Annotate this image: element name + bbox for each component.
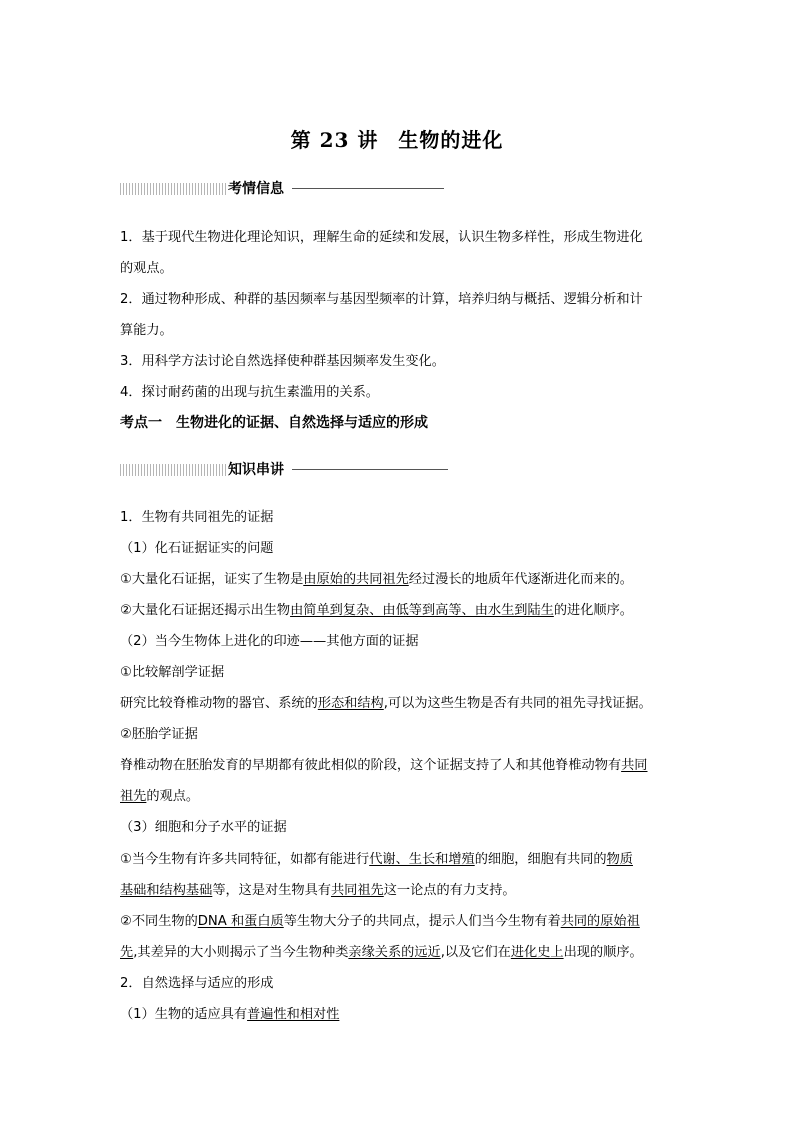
content-line: 先,其差异的大小则揭示了当今生物种类亲缘关系的远近,以及它们在进化史上出现的顺序。 xyxy=(120,945,643,960)
section-header-exam-info xyxy=(120,180,450,200)
key-term: 先 xyxy=(120,945,134,960)
kaodian-heading: 考点一 生物进化的证据、自然选择与适应的形成 xyxy=(120,415,428,431)
key-term: 普遍性和相对性 xyxy=(247,1007,340,1022)
key-term: 由原始的共同祖先 xyxy=(303,572,409,587)
key-term: 由简单到复杂、由低等到高等、由水生到陆生 xyxy=(290,603,554,618)
content-line: 研究比较脊椎动物的器官、系统的形态和结构,可以为这些生物是否有共同的祖先寻找证据。 xyxy=(120,696,652,711)
content-line: 脊椎动物在胚胎发育的早期都有彼此相似的阶段，这个证据支持了人和其他脊椎动物有共同 xyxy=(120,758,648,773)
header-rule xyxy=(292,469,448,470)
key-term: 共同祖先 xyxy=(331,883,384,898)
info-line: 1．基于现代生物进化理论知识，理解生命的延续和发展，认识生物多样性，形成生物进化 xyxy=(120,230,643,245)
content-line: 1．生物有共同祖先的证据 xyxy=(120,510,274,525)
section-label: 考情信息 xyxy=(228,181,284,197)
content-line: ①大量化石证据，证实了生物是由原始的共同祖先经过漫长的地质年代逐渐进化而来的。 xyxy=(120,572,633,587)
content-line: （1）生物的适应具有普遍性和相对性 xyxy=(120,1007,340,1022)
content-line: （2）当今生物体上进化的印迹——其他方面的证据 xyxy=(120,634,419,649)
header-rule xyxy=(292,188,444,189)
content-line: 基础和结构基础等，这是对生物具有共同祖先这一论点的有力支持。 xyxy=(120,883,516,898)
info-line: 算能力。 xyxy=(120,323,173,338)
lecture-number: 第 23 讲 xyxy=(290,128,379,152)
key-term: 共同的原始祖 xyxy=(560,914,640,929)
hatch-decoration xyxy=(120,183,226,195)
content-line: （1）化石证据证实的问题 xyxy=(120,541,274,556)
content-line: 祖先的观点。 xyxy=(120,789,200,804)
content-line: ①比较解剖学证据 xyxy=(120,665,225,680)
key-term: 形态和结构 xyxy=(317,696,384,711)
key-term: 代谢、生长和增殖 xyxy=(369,852,475,867)
section-header-knowledge xyxy=(120,461,450,481)
info-line: 3．用科学方法讨论自然选择使种群基因频率发生变化。 xyxy=(120,354,445,369)
key-term: DNA 和蛋白质 xyxy=(197,914,284,929)
key-term: 基础和结构基础 xyxy=(120,883,213,898)
content-line: ①当今生物有许多共同特征，如都有能进行代谢、生长和增殖的细胞，细胞有共同的物质 xyxy=(120,852,633,867)
key-term: 进化史上 xyxy=(510,945,564,960)
info-line: 2．通过物种形成、种群的基因频率与基因型频率的计算，培养归纳与概括、逻辑分析和计 xyxy=(120,292,643,307)
key-term: 亲缘关系的远近 xyxy=(348,945,441,960)
page-title xyxy=(0,124,794,153)
key-term: 物质 xyxy=(606,852,633,867)
content-line: （3）细胞和分子水平的证据 xyxy=(120,820,287,835)
content-line: ②不同生物的DNA 和蛋白质等生物大分子的共同点，提示人们当今生物有着共同的原始祖 xyxy=(120,914,640,929)
content-line: ②大量化石证据还揭示出生物由简单到复杂、由低等到高等、由水生到陆生的进化顺序。 xyxy=(120,603,633,618)
section-label: 知识串讲 xyxy=(228,462,284,478)
content-line: 2．自然选择与适应的形成 xyxy=(120,976,274,991)
content-line: ②胚胎学证据 xyxy=(120,727,198,742)
info-line: 4．探讨耐药菌的出现与抗生素滥用的关系。 xyxy=(120,385,379,400)
key-term: 祖先 xyxy=(120,789,147,804)
hatch-decoration xyxy=(120,464,226,476)
lecture-topic: 生物的进化 xyxy=(398,128,504,152)
key-term: 共同 xyxy=(621,758,648,773)
info-line: 的观点。 xyxy=(120,261,173,276)
